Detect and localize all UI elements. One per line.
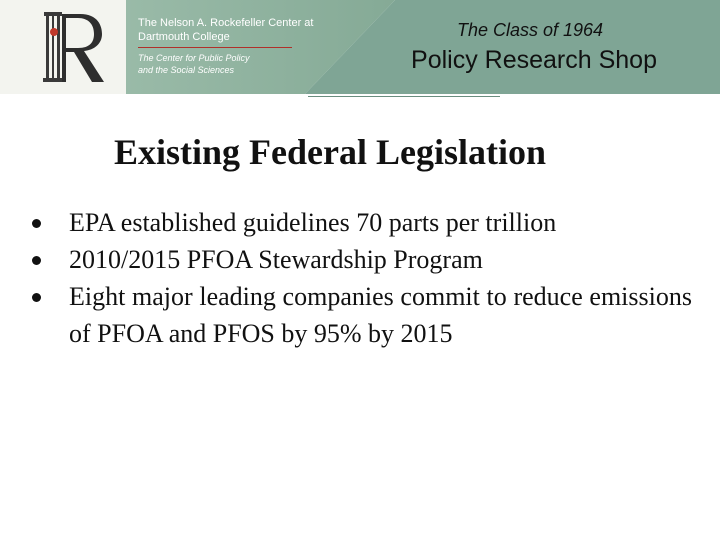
center-subtitle bbox=[138, 52, 358, 76]
slide-header bbox=[0, 0, 720, 94]
red-divider bbox=[138, 47, 292, 48]
header-underline bbox=[308, 96, 500, 97]
bullet-text: EPA established guidelines 70 parts per trillion bbox=[69, 208, 557, 237]
bullet-text: Eight major leading companies commit to reduce emissions of PFOA and PFOS by 95% by 2015 bbox=[69, 282, 692, 348]
rockefeller-r-logo-icon bbox=[40, 10, 112, 86]
center-sub-line2: and the Social Sciences bbox=[138, 65, 235, 75]
bullet-item bbox=[32, 278, 692, 352]
center-name bbox=[138, 16, 358, 44]
bullet-dot-icon bbox=[32, 256, 41, 265]
bullet-item bbox=[32, 204, 692, 241]
bullet-item bbox=[32, 241, 692, 278]
shop-title: Policy Research Shop bbox=[411, 46, 657, 74]
bullet-dot-icon bbox=[32, 293, 41, 302]
bullet-list bbox=[32, 204, 692, 352]
center-name-line2: Dartmouth College bbox=[138, 31, 230, 43]
slide-title: Existing Federal Legislation bbox=[114, 132, 546, 172]
center-sub-line1: The Center for Public Policy bbox=[138, 53, 250, 63]
bullet-dot-icon bbox=[32, 219, 41, 228]
class-year-label: The Class of 1964 bbox=[456, 20, 604, 40]
center-name-line1: The Nelson A. Rockefeller Center at bbox=[138, 17, 314, 29]
bullet-text: 2010/2015 PFOA Stewardship Program bbox=[69, 245, 483, 274]
